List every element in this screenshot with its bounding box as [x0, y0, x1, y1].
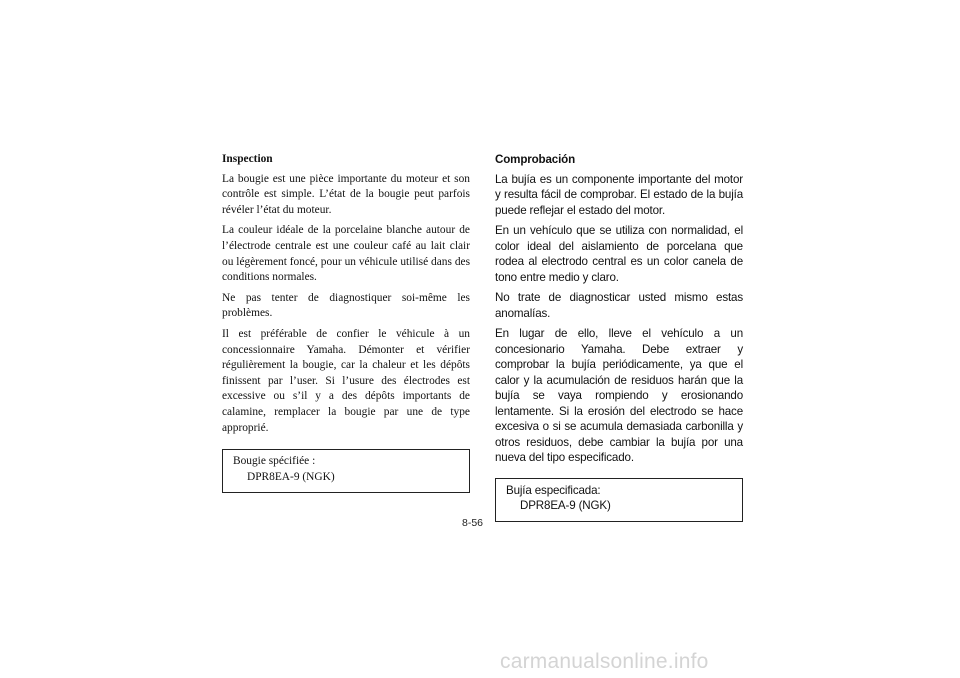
spec-value-french: DPR8EA-9 (NGK) — [247, 470, 335, 483]
page-number: 8-56 — [462, 517, 484, 529]
spanish-column — [495, 152, 743, 522]
paragraph-spanish-1: La bujía es un componente importante del motor y resulta fácil de comprobar. El estado de la bujía puede reflejar el estado del motor. — [495, 172, 743, 217]
french-column — [222, 152, 470, 493]
spec-label-french: Bougie spécifiée : — [233, 455, 316, 468]
section-heading-spanish: Comprobación — [495, 153, 576, 166]
spec-value-spanish: DPR8EA-9 (NGK) — [520, 499, 611, 512]
paragraph-spanish-3: No trate de diagnosticar usted mismo estas anomalías. — [495, 291, 743, 320]
spec-label-spanish: Bujía especificada: — [506, 483, 601, 497]
paragraph-spanish-4: En lugar de ello, lleve el vehículo a un concesionario Yamaha. Debe extraer y comprobar la bujía periódicamente, ya que el calor y la acumulación de residuos harán que la bujía se vaya rompiendo y erosionando lentamente. Si la erosión del electrodo se hace excesiva o si se acumula demasiada carbonilla y otros residuos, debe cambiar la bujía por una nueva del tipo especificado. — [495, 327, 743, 464]
paragraph-spanish-2: En un vehículo que se utiliza con normalidad, el color ideal del aislamiento de porcelana que rodea al electrodo central es un color canela de tono entre medio y claro. — [495, 224, 743, 284]
section-heading-french: Inspection — [222, 153, 273, 165]
watermark: carmanualsonline.info — [500, 650, 709, 673]
paragraph-french-3: Ne pas tenter de diagnostiquer soi-même les problèmes. — [222, 291, 470, 320]
paragraph-french-4: Il est préférable de confier le véhicule à un concessionnaire Yamaha. Démonter et vérifier régulièrement la bougie, car la chaleur et les dépôts finissent par l’user. Si l’usure des électrodes est excessive ou s’il y a des dépôts importants de calamine, remplacer la bougie par une de type approprié. — [222, 327, 470, 434]
spec-box-spanish — [495, 478, 743, 522]
spec-box-french — [222, 449, 470, 493]
paragraph-french-1: La bougie est une pièce importante du moteur et son contrôle est simple. L’état de la bougie peut parfois révéler l’état du moteur. — [222, 172, 470, 216]
paragraph-french-2: La couleur idéale de la porcelaine blanche autour de l’électrode centrale est une couleur café au lait clair ou légèrement foncé, pour un véhicule utilisé dans des conditions normales. — [222, 224, 470, 284]
